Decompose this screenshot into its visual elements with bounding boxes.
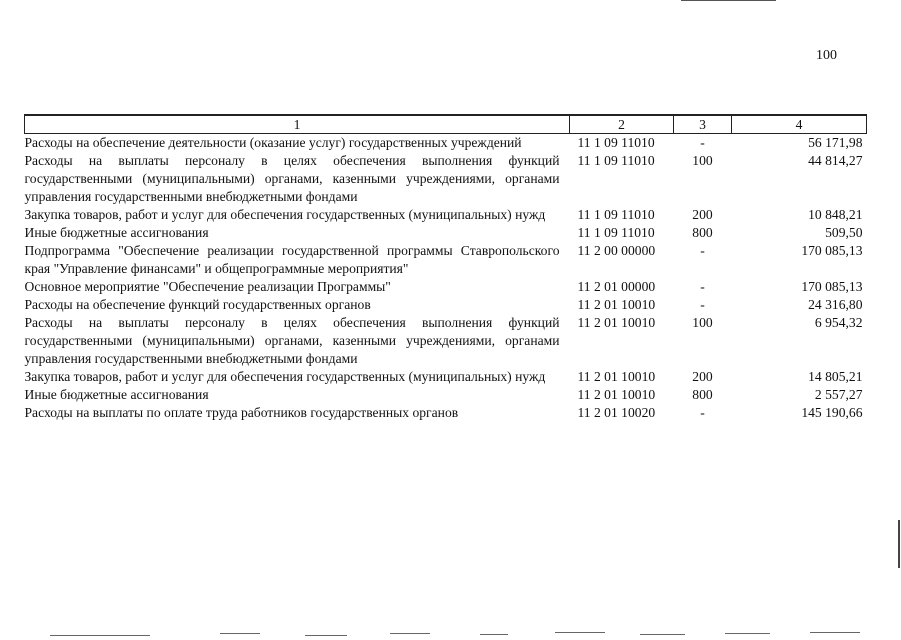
row-code: 11 2 01 00000: [577, 279, 656, 294]
table-row: [25, 296, 867, 314]
budget-table: [24, 114, 867, 422]
row-description: Подпрограмма "Обеспечение реализации государственной программы Ставропольского края "Управление финансами" и общепрограммные мероприятия": [24, 243, 560, 276]
row-description: Основное мероприятие "Обеспечение реализации Программы": [24, 279, 391, 294]
header-col-4: 4: [732, 115, 867, 134]
header-col-2: 2: [570, 115, 674, 134]
scan-edge-mark: [898, 520, 900, 568]
table-row: [25, 278, 867, 296]
row-amount: 10 848,21: [808, 207, 863, 222]
table-header: [25, 115, 867, 134]
row-description: Расходы на выплаты персоналу в целях обеспечения выполнения функций государственными (муниципальными) органами, казенными учреждениями, органами управления государственными внебюджетными фондами: [24, 153, 560, 204]
row-amount: 6 954,32: [814, 315, 863, 330]
row-code: 11 2 01 10010: [577, 297, 656, 312]
row-amount: 170 085,13: [801, 243, 863, 258]
row-description: Расходы на выплаты персоналу в целях обеспечения выполнения функций государственными (муниципальными) органами, казенными учреждениями, органами управления государственными внебюджетными фондами: [24, 315, 560, 366]
row-code: 11 1 09 11010: [577, 225, 655, 240]
table-row: [25, 206, 867, 224]
row-amount: 2 557,27: [814, 387, 863, 402]
row-amount: 509,50: [825, 225, 863, 240]
table-row: [25, 152, 867, 206]
row-expense-type: -: [700, 297, 705, 312]
row-amount: 14 805,21: [808, 369, 863, 384]
row-expense-type: 800: [692, 387, 713, 402]
table-row: [25, 134, 867, 153]
row-description: Закупка товаров, работ и услуг для обеспечения государственных (муниципальных) нужд: [24, 369, 546, 384]
row-amount: 24 316,80: [808, 297, 863, 312]
row-expense-type: 100: [692, 315, 713, 330]
scan-bottom-dash: [480, 634, 508, 635]
scan-bottom-dash: [555, 632, 605, 633]
row-amount: 170 085,13: [801, 279, 863, 294]
row-description: Иные бюджетные ассигнования: [24, 225, 209, 240]
scan-bottom-dash: [50, 635, 150, 636]
row-expense-type: -: [700, 405, 705, 420]
table-row: [25, 224, 867, 242]
table-row: [25, 314, 867, 368]
row-description: Закупка товаров, работ и услуг для обеспечения государственных (муниципальных) нужд: [24, 207, 546, 222]
row-code: 11 2 01 10020: [577, 405, 656, 420]
table-row: [25, 368, 867, 386]
row-amount: 44 814,27: [808, 153, 863, 168]
scan-bottom-dash: [390, 633, 430, 634]
row-expense-type: 100: [692, 153, 713, 168]
table-row: [25, 404, 867, 422]
scan-bottom-dash: [810, 632, 860, 633]
scan-bottom-dash: [640, 634, 685, 635]
row-code: 11 1 09 11010: [577, 207, 655, 222]
row-code: 11 1 09 11010: [577, 135, 655, 150]
row-description: Расходы на обеспечение функций государственных органов: [24, 297, 371, 312]
scan-top-rule: [681, 0, 776, 1]
header-row: [25, 115, 867, 134]
scan-bottom-dash: [725, 633, 770, 634]
table-row: [25, 386, 867, 404]
row-expense-type: -: [700, 135, 705, 150]
row-code: 11 2 01 10010: [577, 387, 656, 402]
row-amount: 56 171,98: [808, 135, 863, 150]
row-code: 11 2 01 10010: [577, 369, 656, 384]
scan-bottom-dash: [220, 633, 260, 634]
row-description: Расходы на выплаты по оплате труда работников государственных органов: [24, 405, 459, 420]
row-code: 11 2 01 10010: [577, 315, 656, 330]
row-amount: 145 190,66: [801, 405, 863, 420]
row-expense-type: 200: [692, 207, 713, 222]
row-description: Иные бюджетные ассигнования: [24, 387, 209, 402]
scan-bottom-dash: [305, 635, 347, 636]
row-expense-type: -: [700, 279, 705, 294]
table-body: [25, 134, 867, 423]
row-expense-type: 200: [692, 369, 713, 384]
header-col-3: 3: [674, 115, 732, 134]
table-row: [25, 242, 867, 278]
row-expense-type: 800: [692, 225, 713, 240]
row-description: Расходы на обеспечение деятельности (оказание услуг) государственных учреждений: [24, 135, 522, 150]
row-expense-type: -: [700, 243, 705, 258]
row-code: 11 1 09 11010: [577, 153, 655, 168]
header-col-1: 1: [25, 115, 570, 134]
page-number: 100: [816, 48, 837, 63]
row-code: 11 2 00 00000: [577, 243, 656, 258]
